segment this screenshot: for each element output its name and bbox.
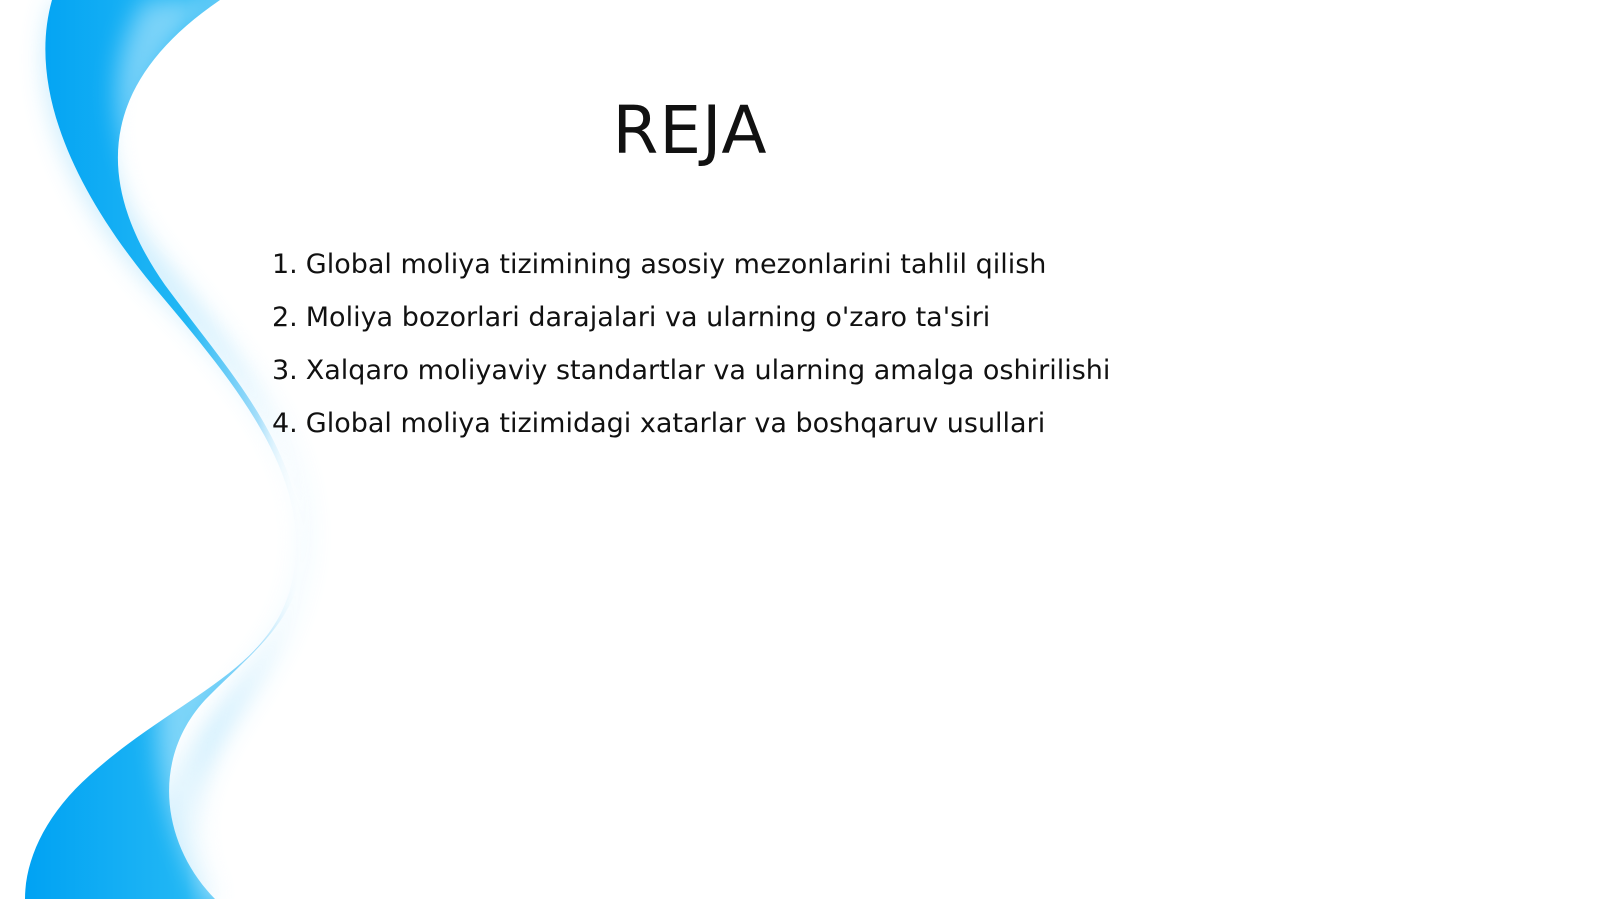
agenda-list: [272, 238, 1110, 450]
agenda-item-number: 3.: [272, 355, 298, 386]
agenda-item-text: Moliya bozorlari darajalari va ularning o'zaro ta'siri: [305, 302, 991, 333]
slide-title: REJA: [612, 92, 768, 169]
agenda-item-3: [272, 344, 1110, 397]
agenda-item-number: 1.: [272, 249, 298, 280]
agenda-item-number: 4.: [272, 408, 298, 439]
agenda-item-2: [272, 291, 1110, 344]
agenda-item-text: Global moliya tizimidagi xatarlar va boshqaruv usullari: [305, 408, 1046, 439]
agenda-item-1: [272, 238, 1110, 291]
agenda-item-4: [272, 397, 1110, 450]
agenda-item-text: Xalqaro moliyaviy standartlar va ularning amalga oshirilishi: [305, 355, 1111, 386]
agenda-item-number: 2.: [272, 302, 298, 333]
agenda-item-text: Global moliya tizimining asosiy mezonlarini tahlil qilish: [305, 249, 1047, 280]
